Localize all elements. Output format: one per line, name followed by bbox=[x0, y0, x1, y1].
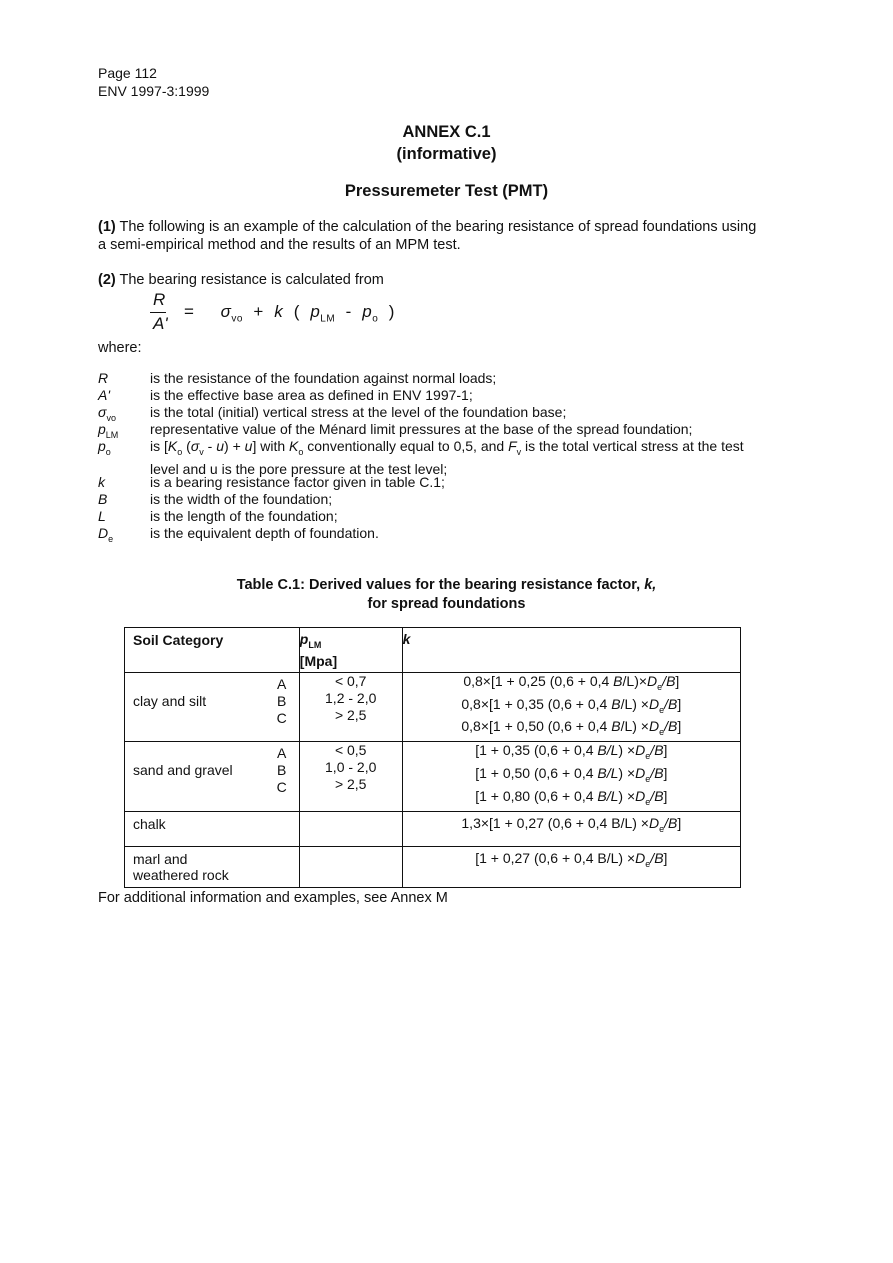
formula-denominator: A' bbox=[153, 314, 168, 333]
where-label: where: bbox=[98, 340, 142, 356]
footnote: For additional information and examples, see Annex M bbox=[98, 890, 448, 906]
header-plm-sub: LM bbox=[308, 639, 322, 650]
k-part: / bbox=[664, 814, 668, 831]
symbol-sub: e bbox=[108, 533, 114, 544]
k-part: ] bbox=[677, 718, 682, 735]
header-plm bbox=[299, 628, 402, 673]
k-part: e bbox=[659, 727, 665, 738]
symbol: A' bbox=[98, 387, 111, 403]
k-part: ] bbox=[663, 787, 668, 804]
k-part: B bbox=[668, 695, 678, 712]
annex-title: ANNEX C.1 bbox=[402, 123, 491, 141]
plm-cell bbox=[299, 846, 402, 887]
symbol-description: is the total (initial) vertical stress at the level of the foundation base; bbox=[150, 404, 567, 420]
header-k bbox=[402, 628, 740, 673]
k-part: [1 + 0,80 (0,6 + 0,4 bbox=[475, 787, 598, 804]
paragraph-2-text: The bearing resistance is calculated from bbox=[115, 272, 384, 288]
fraction-bar bbox=[150, 312, 166, 313]
caption-text: Table C.1: Derived values for the bearing resistance factor, bbox=[236, 577, 645, 593]
k-part: B bbox=[613, 672, 623, 689]
symbol bbox=[98, 404, 146, 423]
k-part: L bbox=[610, 764, 619, 781]
formula-minus: - bbox=[345, 302, 352, 321]
plm-value: 1,0 - 2,0 bbox=[325, 759, 377, 776]
k-part: B bbox=[597, 742, 607, 759]
table-caption-line-1 bbox=[0, 576, 893, 595]
formula-po-sub: o bbox=[372, 313, 379, 325]
k-part: ] bbox=[677, 814, 682, 831]
k-part: / bbox=[662, 672, 667, 689]
desc-part: is [ bbox=[150, 438, 168, 454]
formula-rhs bbox=[184, 302, 395, 324]
formula-sigma: σ bbox=[220, 302, 232, 321]
formula-sigma-sub: vo bbox=[231, 313, 243, 325]
plm-value: < 0,7 bbox=[334, 672, 367, 689]
paragraph-2 bbox=[98, 272, 768, 290]
k-part: /L)× bbox=[622, 672, 648, 689]
desc-part: is the total vertical stress at the test level and u is the pore pressure at the test level; bbox=[150, 438, 744, 477]
class-letter: C bbox=[276, 779, 287, 796]
paragraph-1-text: The following is an example of the calculation of the bearing resistance of spread foundations using a semi-empirical method and the results of an MPM test. bbox=[98, 219, 757, 253]
symbol-description: is the length of the foundation; bbox=[150, 508, 338, 524]
symbol-base: p bbox=[98, 421, 106, 437]
k-part: / bbox=[606, 742, 611, 759]
symbol bbox=[98, 438, 146, 457]
k-part: [1 + 0,50 (0,6 + 0,4 bbox=[475, 764, 598, 781]
k-part: D bbox=[635, 849, 646, 866]
k-part: B bbox=[666, 672, 676, 689]
formula-equals: = bbox=[184, 302, 195, 321]
desc-part: - bbox=[203, 438, 217, 454]
plm-value: > 2,5 bbox=[334, 776, 367, 793]
page-header bbox=[98, 64, 209, 100]
table-header-row bbox=[125, 628, 741, 673]
symbol-base: D bbox=[98, 525, 109, 541]
desc-part: ( bbox=[182, 438, 191, 454]
section-title: Pressuremeter Test (PMT) bbox=[344, 182, 549, 200]
category-cell bbox=[125, 846, 300, 887]
table-caption-line-2: for spread foundations bbox=[367, 596, 526, 612]
k-part: ) × bbox=[618, 764, 636, 781]
k-part: e bbox=[659, 704, 665, 715]
k-part: D bbox=[648, 695, 660, 712]
symbol-description: representative value of the Ménard limit pressures at the base of the spread foundation; bbox=[150, 421, 693, 437]
symbol: B bbox=[98, 491, 108, 507]
desc-u: u bbox=[216, 438, 225, 454]
k-part: / bbox=[650, 742, 655, 759]
desc-part: conventionally equal to 0,5, and bbox=[303, 438, 509, 454]
desc-f-sub: v bbox=[516, 446, 522, 457]
k-value bbox=[403, 673, 740, 696]
k-part: e bbox=[645, 750, 651, 761]
symbol-description: is the effective base area as defined in ENV 1997-1; bbox=[150, 387, 473, 403]
k-part: D bbox=[647, 672, 658, 689]
k-part: 1,3×[1 + 0,27 (0,6 + 0,4 B/L) × bbox=[461, 814, 649, 831]
k-cell bbox=[402, 811, 740, 846]
k-part: B bbox=[654, 764, 664, 781]
category-cell bbox=[125, 672, 300, 741]
symbol-sub: LM bbox=[105, 429, 119, 440]
k-value bbox=[403, 765, 740, 788]
k-part: e bbox=[645, 773, 651, 784]
k-part: B bbox=[654, 787, 664, 804]
symbol bbox=[98, 421, 146, 440]
header-soil-category: Soil Category bbox=[125, 628, 300, 673]
paragraph-2-number: (2) bbox=[98, 272, 116, 288]
k-part: 0,8×[1 + 0,35 (0,6 + 0,4 bbox=[461, 695, 612, 712]
k-part: / bbox=[650, 764, 655, 781]
k-part: D bbox=[635, 787, 646, 804]
table-row bbox=[125, 811, 741, 846]
desc-part: ] with bbox=[252, 438, 290, 454]
k-part: / bbox=[664, 718, 668, 735]
bearing-resistance-formula bbox=[150, 290, 450, 340]
plm-value: < 0,5 bbox=[334, 742, 367, 759]
k-value bbox=[403, 696, 740, 719]
symbol: k bbox=[98, 474, 105, 490]
category-cell bbox=[125, 742, 300, 811]
k-part: ] bbox=[675, 672, 680, 689]
header-plm-symbol: p bbox=[299, 631, 309, 647]
formula-po: p bbox=[362, 302, 373, 321]
k-part: ] bbox=[663, 764, 668, 781]
plm-cell bbox=[299, 811, 402, 846]
symbol-description bbox=[150, 438, 760, 478]
class-letter: B bbox=[277, 692, 287, 709]
paragraph-1 bbox=[98, 219, 768, 254]
class-letters bbox=[277, 676, 287, 727]
table-row bbox=[125, 846, 741, 887]
class-letter: B bbox=[277, 762, 287, 779]
k-part: B bbox=[611, 695, 621, 712]
k-cell bbox=[402, 742, 740, 811]
plm-value: > 2,5 bbox=[334, 706, 367, 723]
k-part: [1 + 0,35 (0,6 + 0,4 bbox=[475, 742, 598, 759]
k-part: e bbox=[645, 858, 651, 869]
symbol-description: is the equivalent depth of foundation. bbox=[150, 525, 379, 541]
desc-k-sub: o bbox=[298, 446, 304, 457]
class-letter: A bbox=[277, 745, 287, 762]
k-value bbox=[403, 742, 740, 765]
k-value bbox=[403, 788, 740, 811]
symbol-base: p bbox=[98, 438, 106, 454]
k-part: B bbox=[654, 849, 664, 866]
formula-plm-sub: LM bbox=[320, 313, 336, 325]
desc-f: F bbox=[508, 438, 517, 454]
header-k-symbol: k bbox=[402, 631, 411, 647]
desc-sigma-sub: v bbox=[199, 446, 204, 457]
k-part: B bbox=[597, 764, 607, 781]
plm-cell bbox=[299, 742, 402, 811]
plm-cell bbox=[299, 672, 402, 741]
k-part: B bbox=[654, 742, 664, 759]
desc-sigma: σ bbox=[190, 438, 200, 454]
category-name: marl and bbox=[133, 850, 188, 867]
k-part: / bbox=[606, 764, 611, 781]
symbol-description: is the width of the foundation; bbox=[150, 491, 333, 507]
k-part: L bbox=[610, 787, 619, 804]
symbol: L bbox=[98, 508, 106, 524]
k-part: D bbox=[648, 718, 660, 735]
k-part: L bbox=[610, 742, 619, 759]
table-caption bbox=[0, 576, 893, 614]
k-part: 0,8×[1 + 0,25 (0,6 + 0,4 bbox=[463, 672, 614, 689]
k-part: /L) × bbox=[620, 695, 649, 712]
k-part: / bbox=[606, 787, 611, 804]
symbol-base: σ bbox=[98, 404, 107, 420]
k-part: B bbox=[668, 814, 678, 831]
k-part: ) × bbox=[618, 742, 636, 759]
k-cell bbox=[402, 846, 740, 887]
category-name: weathered rock bbox=[133, 866, 229, 883]
class-letter: A bbox=[277, 675, 287, 692]
annex-subtitle: (informative) bbox=[396, 145, 497, 163]
k-part: ] bbox=[663, 849, 668, 866]
header-plm-unit: [Mpa] bbox=[299, 652, 338, 669]
k-part: B bbox=[597, 787, 607, 804]
desc-u: u bbox=[244, 438, 253, 454]
class-letters bbox=[277, 745, 287, 796]
k-part: ) × bbox=[618, 787, 636, 804]
k-part: / bbox=[650, 787, 655, 804]
k-part: ] bbox=[663, 742, 668, 759]
formula-k: k bbox=[274, 302, 284, 321]
page-number: Page 112 bbox=[98, 65, 157, 81]
k-part: /L) × bbox=[620, 718, 649, 735]
category-name: sand and gravel bbox=[133, 762, 233, 779]
formula-plus: + bbox=[253, 302, 264, 321]
k-part: B bbox=[668, 718, 678, 735]
symbol: R bbox=[98, 370, 109, 386]
k-part: [1 + 0,27 (0,6 + 0,4 B/L) × bbox=[475, 849, 636, 866]
k-part: D bbox=[635, 742, 646, 759]
table-row bbox=[125, 672, 741, 741]
symbol-sub: o bbox=[105, 446, 111, 457]
k-part: e bbox=[659, 823, 665, 834]
formula-open-paren: ( bbox=[293, 302, 300, 321]
k-part: D bbox=[635, 764, 646, 781]
k-part: e bbox=[645, 796, 651, 807]
symbol-description: is the resistance of the foundation against normal loads; bbox=[150, 370, 497, 386]
k-part: ] bbox=[677, 695, 682, 712]
desc-k: K bbox=[167, 438, 178, 454]
caption-k: k, bbox=[644, 577, 657, 593]
symbol-description: is a bearing resistance factor given in table C.1; bbox=[150, 474, 445, 490]
symbol-sub: vo bbox=[106, 412, 116, 423]
desc-part: ) + bbox=[224, 438, 245, 454]
category-cell: chalk bbox=[125, 811, 300, 846]
annex-heading bbox=[0, 121, 893, 165]
k-part: B bbox=[611, 718, 621, 735]
k-part: / bbox=[650, 849, 655, 866]
paragraph-1-number: (1) bbox=[98, 219, 116, 235]
class-letter: C bbox=[276, 709, 287, 726]
formula-plm: p bbox=[310, 302, 321, 321]
desc-k-sub: o bbox=[177, 446, 183, 457]
document-code: ENV 1997-3:1999 bbox=[98, 83, 210, 99]
bearing-factor-table bbox=[124, 627, 741, 888]
formula-numerator: R bbox=[153, 290, 166, 309]
formula-close-paren: ) bbox=[388, 302, 395, 321]
category-name: clay and silt bbox=[133, 692, 207, 709]
k-part: e bbox=[657, 681, 663, 692]
desc-k: K bbox=[289, 438, 299, 454]
table-row bbox=[125, 742, 741, 811]
symbol bbox=[98, 525, 146, 544]
k-part: / bbox=[664, 695, 668, 712]
k-cell bbox=[402, 672, 740, 741]
k-part: 0,8×[1 + 0,50 (0,6 + 0,4 bbox=[461, 718, 612, 735]
plm-value: 1,2 - 2,0 bbox=[325, 689, 377, 706]
k-value bbox=[403, 718, 740, 741]
k-part: D bbox=[648, 814, 660, 831]
